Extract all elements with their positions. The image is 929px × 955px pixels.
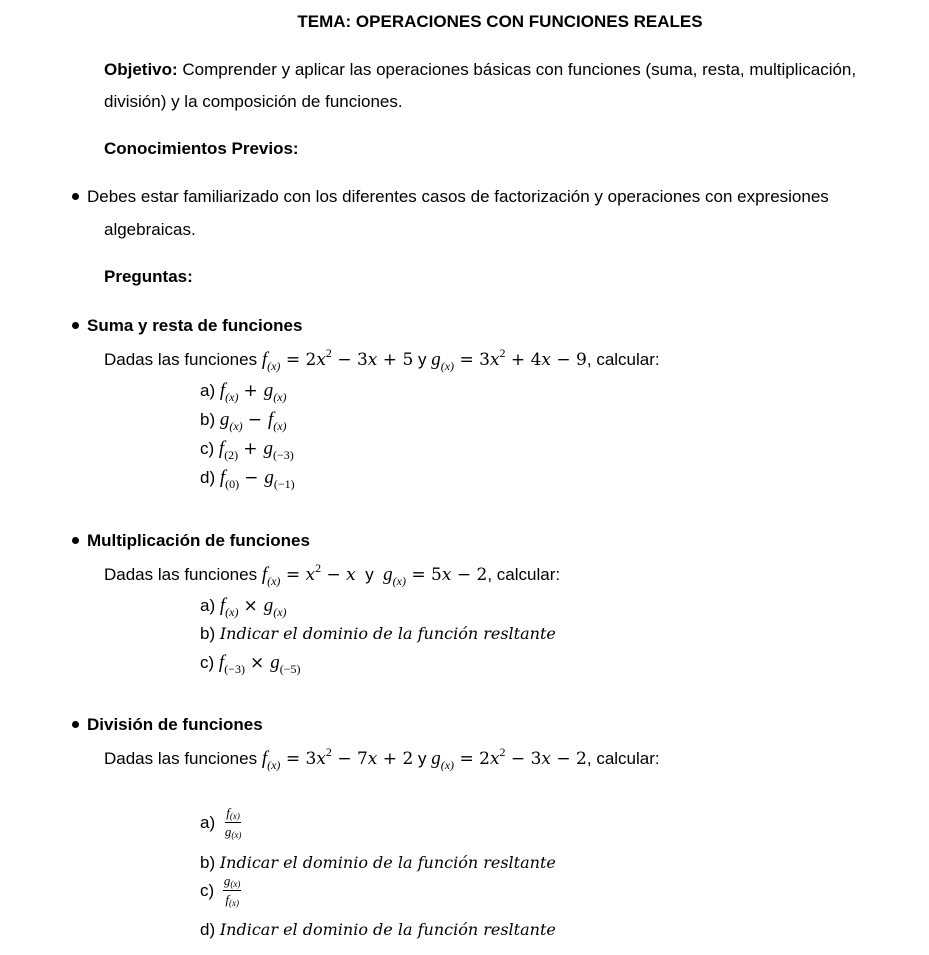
g-subscript: (x): [440, 758, 455, 772]
item-label: b): [200, 624, 216, 643]
fraction-g-over-f: [223, 874, 242, 908]
g-symbol: g: [383, 564, 393, 585]
equals: =: [405, 565, 432, 585]
bullet-icon: [72, 721, 79, 728]
g-definition: $3x^2 + 4x - 9$: [479, 346, 587, 370]
intro-suffix: , calcular:: [586, 350, 660, 369]
f-symbol: f: [261, 564, 268, 585]
f-symbol: f: [219, 467, 226, 488]
f-symbol: f: [219, 380, 226, 401]
equals: =: [454, 749, 480, 769]
f-definition: $x^2 - x$: [305, 561, 356, 585]
item-label: c): [200, 881, 215, 900]
bullet-icon: [72, 537, 79, 544]
subscript: (x): [225, 390, 239, 404]
g-symbol: g: [263, 380, 274, 401]
item-label: d): [200, 468, 216, 487]
subscript: (0): [225, 477, 240, 491]
f-subscript: (x): [267, 574, 281, 588]
section-heading-text: Multiplicación de funciones: [87, 531, 310, 550]
item-label: b): [200, 410, 216, 429]
intro-prefix: Dadas las funciones: [104, 350, 262, 369]
minus-operator: −: [247, 410, 262, 430]
numerator: f(x): [226, 805, 240, 821]
item-label: c): [200, 439, 215, 458]
subscript: (x): [273, 390, 287, 404]
subscript: (x): [225, 605, 239, 619]
f-subscript: (x): [267, 359, 281, 373]
g-symbol: g: [431, 748, 441, 769]
g-definition: $2x^2 - 3x - 2$: [479, 745, 587, 769]
questions-heading: Preguntas:: [104, 267, 193, 286]
objective-text-line2: división) y la composición de funciones.: [104, 92, 403, 111]
connector: y: [413, 350, 432, 369]
item-3a: [200, 806, 242, 840]
subscript: (x): [273, 605, 287, 619]
bullet-icon: [72, 193, 79, 200]
connector: y: [355, 565, 384, 584]
g-symbol: g: [219, 409, 230, 430]
subscript: (−3): [272, 448, 294, 462]
g-subscript: (x): [440, 359, 455, 373]
section-heading-text: División de funciones: [87, 715, 263, 734]
item-1c: [200, 438, 294, 463]
g-subscript: (x): [392, 574, 406, 588]
item-text: Indicar el dominio de la función resltante: [219, 853, 556, 872]
subscript: (2): [224, 448, 239, 462]
section-intro-multiplicacion: [104, 561, 560, 589]
subscript: (−3): [224, 662, 245, 676]
item-1b: [200, 409, 287, 434]
plus-operator: +: [243, 381, 258, 401]
f-definition: $3x^2 - 7x + 2$: [305, 745, 414, 769]
objective-label: Objetivo:: [104, 60, 178, 79]
times-operator: ×: [249, 653, 265, 673]
g-definition: 5x − 2: [431, 565, 488, 585]
f-symbol: f: [218, 652, 225, 673]
item-1d: [200, 467, 295, 492]
item-label: a): [200, 381, 216, 400]
item-label: b): [200, 853, 216, 872]
prior-knowledge-bullet-line2: algebraicas.: [104, 220, 196, 239]
bullet-icon: [72, 322, 79, 329]
equals: =: [280, 565, 306, 585]
subscript: (x): [273, 419, 287, 433]
equals: =: [280, 749, 306, 769]
denominator: f(x): [225, 892, 239, 908]
minus-operator: −: [244, 468, 259, 488]
item-label: c): [200, 653, 215, 672]
subscript: (x): [229, 419, 243, 433]
item-label: a): [200, 596, 216, 615]
prior-knowledge-text-line1: Debes estar familiarizado con los diferentes casos de factorización y operaciones con expresiones: [87, 187, 829, 206]
section-heading-suma-resta: [72, 316, 302, 336]
intro-suffix: , calcular:: [586, 749, 660, 768]
f-symbol: f: [218, 438, 225, 459]
section-heading-text: Suma y resta de funciones: [87, 316, 303, 335]
g-symbol: g: [263, 595, 274, 616]
f-symbol: f: [267, 409, 274, 430]
objective-paragraph: [104, 60, 856, 80]
item-label: a): [200, 813, 216, 832]
prior-knowledge-heading: Conocimientos Previos:: [104, 139, 299, 158]
page-title: [0, 12, 929, 32]
item-2a: [200, 595, 287, 620]
denominator: g(x): [224, 824, 242, 840]
g-symbol: g: [264, 467, 274, 488]
prior-knowledge-bullet: [72, 187, 829, 207]
item-label: d): [200, 920, 216, 939]
g-symbol: g: [270, 652, 280, 673]
section-intro-division: [104, 745, 660, 773]
f-symbol: f: [261, 349, 268, 370]
f-symbol: f: [219, 595, 226, 616]
connector: y: [413, 749, 432, 768]
section-heading-division: [72, 715, 263, 735]
fraction-f-over-g: [224, 806, 243, 840]
item-1a: [200, 380, 287, 405]
f-definition: $2x^2 - 3x + 5$: [305, 346, 414, 370]
intro-prefix: Dadas las funciones: [104, 749, 262, 768]
numerator: g(x): [223, 873, 241, 889]
item-2b: [200, 624, 556, 644]
section-intro-suma-resta: [104, 346, 660, 374]
item-3b: [200, 853, 556, 873]
section-heading-multiplicacion: [72, 531, 310, 551]
subscript: (−5): [279, 662, 301, 676]
item-3c: [200, 874, 241, 908]
intro-prefix: Dadas las funciones: [104, 565, 262, 584]
g-symbol: g: [431, 349, 441, 370]
item-text: Indicar el dominio de la función resltante: [219, 624, 556, 643]
intro-suffix: , calcular:: [487, 565, 561, 584]
plus-operator: +: [243, 439, 258, 459]
item-2c: [200, 652, 300, 677]
page-title-text: TEMA: OPERACIONES CON FUNCIONES REALES: [297, 12, 703, 31]
f-subscript: (x): [267, 758, 281, 772]
equals: =: [454, 350, 480, 370]
times-operator: ×: [243, 596, 258, 616]
g-symbol: g: [263, 438, 273, 459]
equals: =: [280, 350, 306, 370]
subscript: (−1): [273, 477, 295, 491]
objective-text-line1: Comprender y aplicar las operaciones básicas con funciones (suma, resta, multiplicación,: [177, 60, 857, 79]
item-3d: [200, 920, 556, 940]
objective-paragraph-line2: [104, 92, 403, 112]
item-text: Indicar el dominio de la función resltante: [219, 920, 556, 939]
f-symbol: f: [261, 748, 268, 769]
